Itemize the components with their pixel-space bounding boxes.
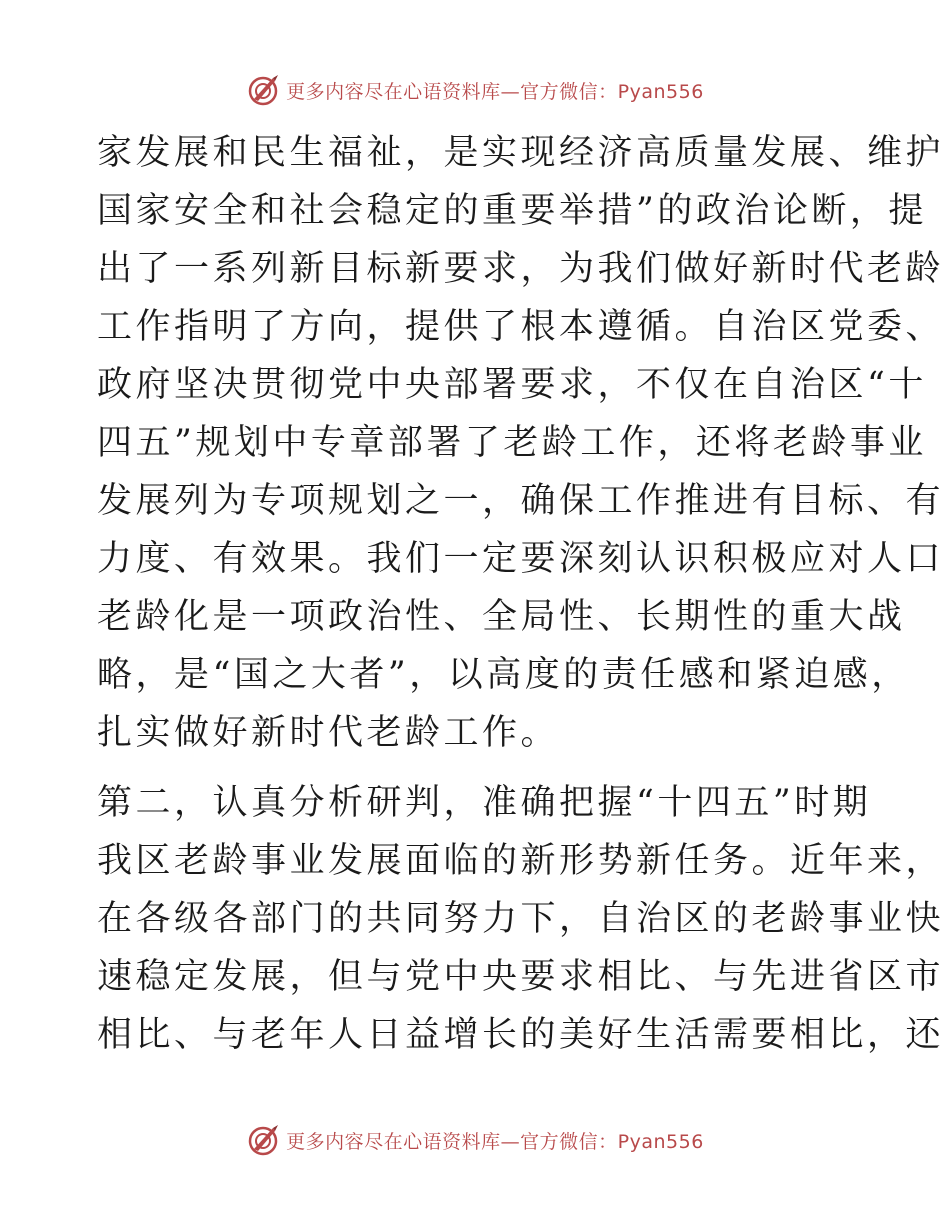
footer-banner <box>0 1120 950 1160</box>
text-line: 力度、有效果。我们一定要深刻认识积极应对人口 <box>97 539 945 579</box>
text-line: 略，是“国之大者”，以高度的责任感和紧迫感， <box>97 655 910 695</box>
text-line: 第二，认真分析研判，准确把握“十四五”时期 <box>97 783 872 823</box>
text-line: 在各级各部门的共同努力下，自治区的老龄事业快 <box>97 899 945 939</box>
text-line: 四五”规划中专章部署了老龄工作，还将老龄事业 <box>97 423 927 463</box>
text-line: 速稳定发展，但与党中央要求相比、与先进省区市 <box>97 957 945 997</box>
text-line: 老龄化是一项政治性、全局性、长期性的重大战 <box>97 597 906 637</box>
text-line: 政府坚决贯彻党中央部署要求，不仅在自治区“十 <box>97 365 927 405</box>
quill-logo-icon <box>246 1123 280 1157</box>
footer-banner-text: 更多内容尽在心语资料库—官方微信：Pyan556 <box>286 1130 704 1153</box>
text-line: 家发展和民生福祉，是实现经济高质量发展、维护 <box>97 133 945 173</box>
text-line: 发展列为专项规划之一，确保工作推进有目标、有 <box>97 481 945 521</box>
footer-wechat-id: Pyan556 <box>617 1130 704 1153</box>
paragraph-2 <box>97 774 945 1064</box>
text-line: 出了一系列新目标新要求，为我们做好新时代老龄 <box>97 249 945 289</box>
quill-logo-icon <box>246 73 280 107</box>
header-banner <box>0 70 950 110</box>
document-body <box>97 124 945 1064</box>
text-line: 我区老龄事业发展面临的新形势新任务。近年来， <box>97 841 945 881</box>
paragraph-1 <box>97 124 945 762</box>
text-line: 相比、与老年人日益增长的美好生活需要相比，还 <box>97 1015 945 1055</box>
header-banner-text: 更多内容尽在心语资料库—官方微信：Pyan556 <box>286 80 704 103</box>
header-wechat-id: Pyan556 <box>617 80 704 103</box>
text-line: 工作指明了方向，提供了根本遵循。自治区党委、 <box>97 307 945 347</box>
text-line: 扎实做好新时代老龄工作。 <box>97 713 560 753</box>
text-line: 国家安全和社会稳定的重要举措”的政治论断，提 <box>97 191 927 231</box>
